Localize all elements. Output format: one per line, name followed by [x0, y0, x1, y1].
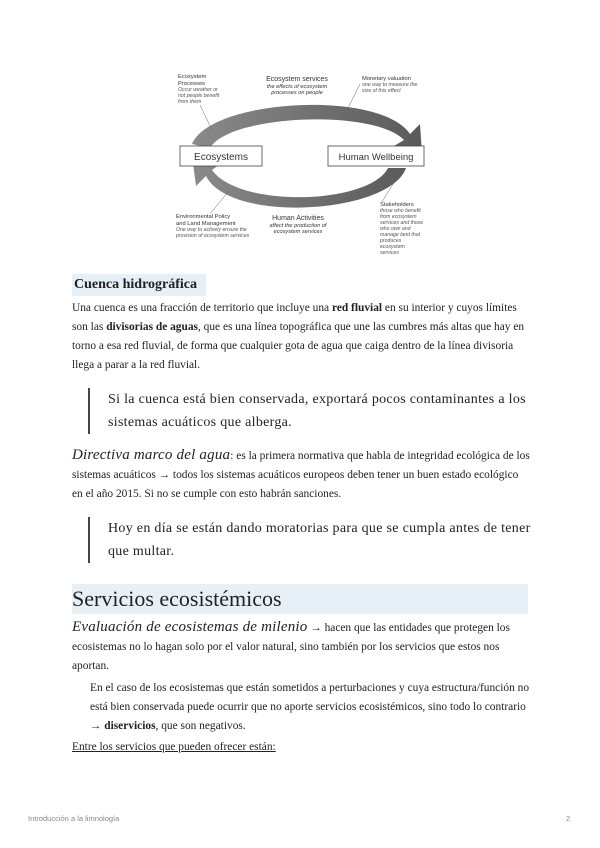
stakeholders-note-1: those who benefit [380, 208, 421, 214]
ecosystems-box-label: Ecosystems [194, 152, 248, 163]
processes-pointer [200, 105, 212, 130]
wellbeing-box-label: Human Wellbeing [338, 152, 414, 163]
stakeholders-title: Stakeholders [380, 202, 414, 208]
stakeholders-note-8: services [380, 250, 400, 256]
processes-note-2: not people benefit [178, 93, 220, 99]
activities-sub-2: ecosystem services [273, 229, 323, 235]
processes-note-1: Occur weather or [178, 87, 218, 93]
policy-note-2: provision of ecosystem services [176, 233, 250, 239]
entre-servicios-line: Entre los servicios que pueden ofrecer están: [72, 741, 276, 753]
services-sub-1: the effects of ecosystem [266, 84, 328, 90]
policy-title-2: and Land Management [176, 221, 236, 227]
diservicios-paragraph: En el caso de los ecosistemas que están sometidos a perturbaciones y cuya estructura/función no está bien conservada puede ocurrir que no aporte servicios ecosistémicos, sino todo lo contrario → diservicios, que son negativos. [90, 682, 530, 732]
policy-pointer [210, 192, 228, 214]
term-divisorias: divisorias de aguas [106, 321, 198, 333]
stakeholders-note-4: who own and [380, 226, 411, 232]
directiva-paragraph: Directiva marco del agua: es la primera normativa que habla de integridad ecológica de los sistemas acuáticos → todos los sistemas acuáticos europeos deben tener un buen estado ecológico en el año 2015. Si no se cumple con esto habrán sanciones. [72, 447, 530, 500]
term-directiva: Directiva marco del agua [72, 447, 231, 463]
services-sub-2: processes on people [271, 90, 323, 96]
term-diservicios: diservicios [104, 720, 156, 732]
blockquote-moratorias [88, 517, 548, 563]
monetary-note-2: size of this effect [362, 88, 401, 94]
stakeholders-note-5: manage land that [380, 232, 421, 238]
evaluacion-paragraph: Evaluación de ecosistemas de milenio → hacen que las entidades que protegen los ecosistemas no lo hagan solo por el valor natural, sino también por los servicios que estos nos aportan. [72, 619, 510, 672]
monetary-note-1: one way to measure the [362, 82, 418, 88]
processes-note-3: from them [178, 99, 202, 105]
cuenca-paragraph: Una cuenca es una fracción de territorio que incluye una red fluvial en su interior y cuyos límites son las divisorias de aguas, que es una línea topográfica que une las cumbres más altas que hay en torno a esa red fluvial, de forma que cualquier gota de agua que caiga dentro de la línea divisoria llega a parar a la red fluvial. [72, 302, 525, 371]
services-title: Ecosystem services [266, 76, 328, 83]
section-heading-servicios: Servicios ecosistémicos [72, 584, 528, 614]
page-number: 2 [566, 814, 571, 823]
section-heading-cuenca: Cuenca hidrográfica [72, 274, 206, 296]
footer-title: Introducción a la limnología [28, 814, 120, 823]
stakeholders-note-7: ecosystem [380, 244, 405, 250]
policy-note-1: One way to actively ensure the [176, 227, 247, 233]
activities-title: Human Activities [272, 215, 324, 222]
ecosystem-services-diagram [170, 64, 440, 264]
quote-text-2: Hoy en día se están dando moratorias para que se cumpla antes de tener que multar. [108, 521, 531, 559]
policy-title-1: Environmental Policy [176, 214, 231, 220]
blockquote-cuenca [88, 388, 548, 434]
quote-text-1: Si la cuenca está bien conservada, exportará pocos contaminantes a los sistemas acuáticos que alberga. [108, 392, 526, 430]
stakeholders-note-3: services and those [380, 220, 424, 226]
processes-title-1: Ecosystem [178, 74, 207, 80]
term-evaluacion: Evaluación de ecosistemas de milenio [72, 619, 308, 635]
processes-title-2: Processes [178, 81, 206, 87]
activities-sub-1: affect the production of [269, 223, 327, 229]
stakeholders-note-2: from ecosystem [380, 214, 417, 220]
stakeholders-note-6: produces [380, 238, 402, 244]
monetary-title: Monetary valuation [362, 76, 411, 82]
term-red-fluvial: red fluvial [331, 302, 383, 314]
